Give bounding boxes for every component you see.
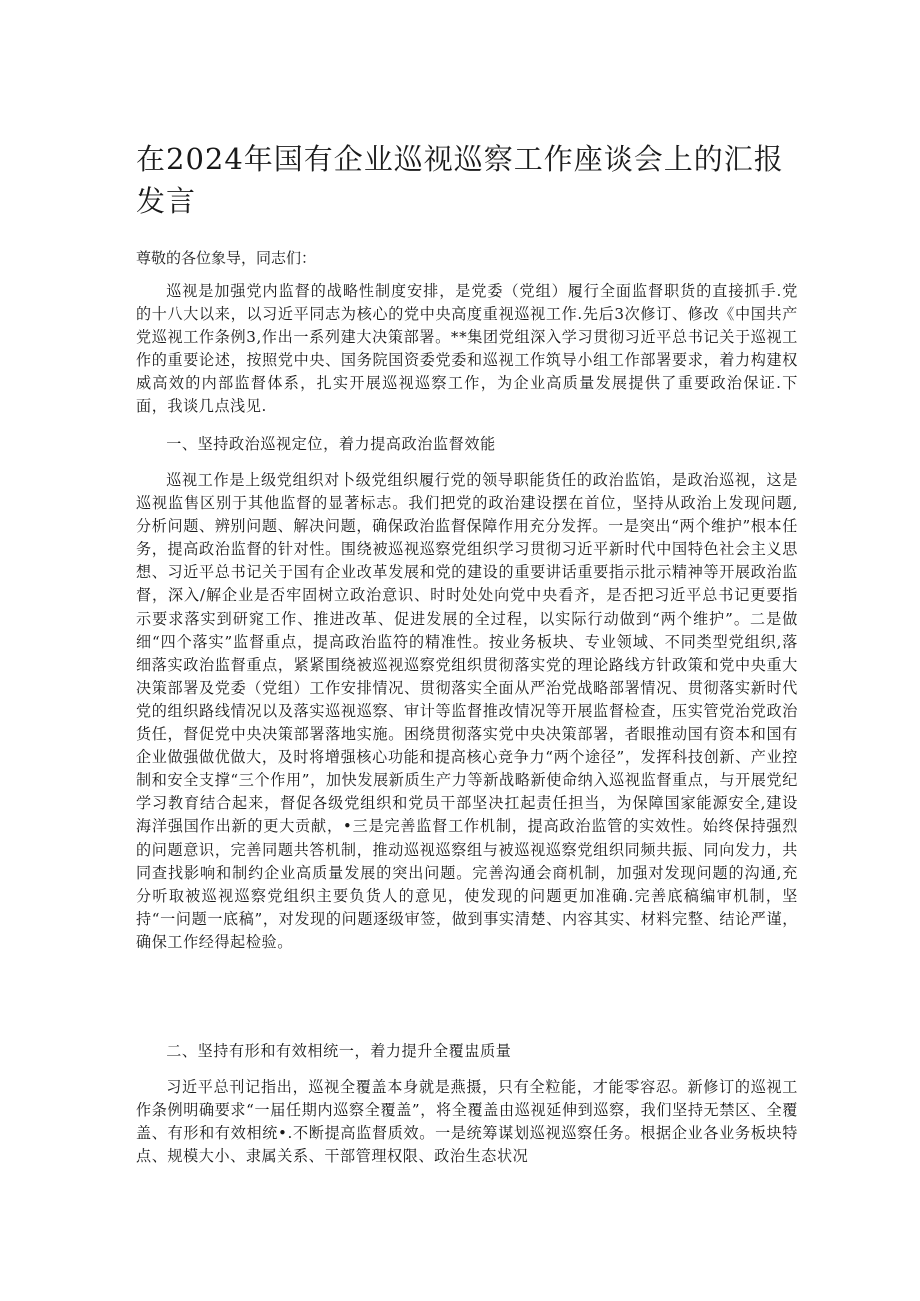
document-title: 在2024年国有企业巡视巡察工作座谈会上的汇报发言 [136, 142, 784, 218]
paragraph-section-2: 习近平总刊记指出，巡视全覆盖本身就是燕摄，只有全粒能，才能零容忍。新修订的巡视工作条例明确要求“一届任期内巡察全覆盖”，将全覆盖由巡视延伸到巡察，我们坚持无禁区、全覆盖、有形和有效相统•.不断提高监督质效。一是统筹谋划巡视巡察任务。根据企业各业务板块特点、规模大小、隶属关系、干部管理权限、政治生态状况 [136, 1078, 798, 1166]
section-heading-1: 一、坚持政治巡视定位，着力提高政治监督效能 [166, 435, 496, 453]
salutation: 尊敬的各位象导，同志们： [136, 249, 317, 267]
paragraph-section-1: 巡视工作是上级党组织对卜级党组织履行党的领导职能货任的政治监馅，是政治巡视，这是巡视监售区别于其他监督的显著标志。我们把党的政治建设摆在首位，坚持从政治上发现问题,分析问题、辨别问题、解决问题，确保政治监督保障作用充分发挥。一是突出“两个维护”根本任务，提高政治监督的针对性。围绕被巡视巡察党组织学习贯彻习近平新时代中国特色社会主义思想、习近平总书记关于国有企业改革发展和党的建设的重要讲话重要指示批示精神等开展政治监督，深入/解企业是否牢固树立政治意识、时时处处向党中央看齐，是否把习近平总书记更要指示要求落实到研窕工作、推进改革、促进发展的全过程，以实际行动做到“两个维护”。二是做细“四个落实”监督重点，提高政治监符的精准性。按业务板块、专业领域、不同类型党组织,落细落实政治监督重点，紧紧围绕被巡视巡察党组织贯彻落实党的理论路线方针政策和党中央重大决策部署及党委（党组）工作安排情况、贯彻落实全面从严治党战略部署情况、贯彻落实新时代党的组织路线情况以及落实巡视巡察、审计等监督推改情况等开展监督检查，压实管党治党政治货任，督促党中央决策部署落地实施。困绕贯彻落实党中央决策部署，者眼推动国有资本和国有企业做强做优做大，及时将增强核心功能和提高核心竞争力“两个途径”，发挥科技创新、产业控制和安全支撑“三个作用”，加快发展新质生产力等新战略新使命纳入巡视监督重点，与开展党纪学习教育结合起来，督促各级党组织和党员干部坚决扛起责任担当，为保障国家能源安全,建设海洋强国作出新的更大贡献，•三是完善监督工作机制，提高政治监管的实效性。始终保持强烈的问题意识，完善同题共答机制，推动巡视巡察组与被巡视巡察党组织同频共振、同向发力，共同查找影响和制约企业高质量发展的突出问题。完善沟通会商机制，加强对发现问题的沟通,充分听取被巡视巡察党组织主要负货人的意见，使发现的问题更加准确.完善底稿编审机制，坚持“一问题一底稿”，对发现的问题逐级审签，做到事实清楚、内容其实、材料完整、结论严谨，确保工作经得起检验。 [136, 471, 798, 951]
section-heading-2: 二、坚持有形和有效相统一，着力提升全覆盅质量 [166, 1042, 512, 1060]
paragraph-intro: 巡视是加强党内监督的战略性制度安排，是党委（党组）履行全面监督职货的直接抓手.党的十八大以来，以习近平同志为核心的党中央高度重视巡视工作.先后3次修订、修改《中国共产党巡视工作条例3,作出一系列建大决策部署。**集团党组深入学习贯彻习近平总书记关于巡视工作的重要论述，按照党中央、国务院国资委党委和巡视工作筑导小组工作部署要求，着力构建权威高效的内部监督体系，扎实开展巡视巡察工作，为企业高质量发展提供了重要政治保证.下面，我谈几点浅见. [136, 282, 798, 416]
